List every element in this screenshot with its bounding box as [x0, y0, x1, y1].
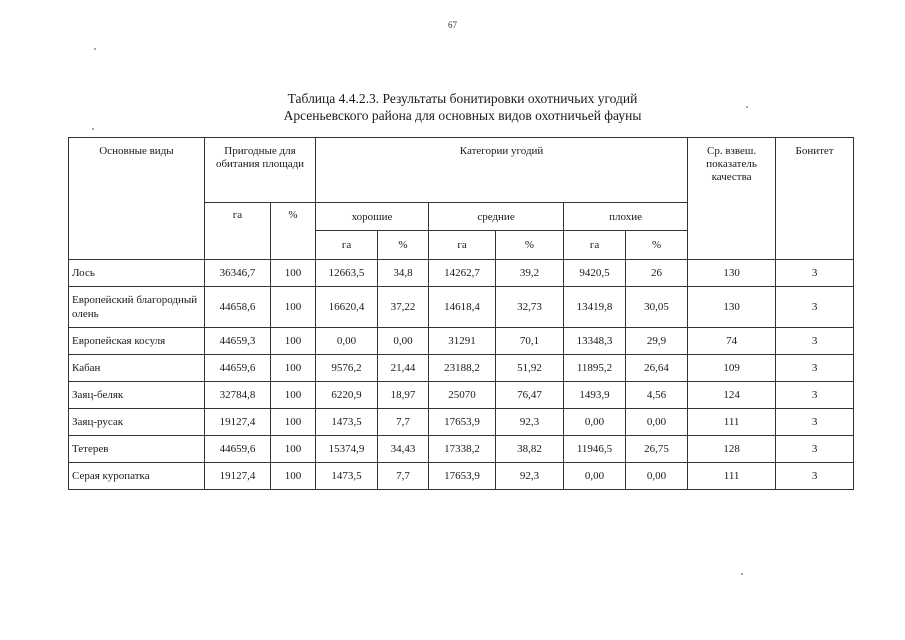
header-good-ha: га: [316, 231, 378, 260]
good-ha: 12663,5: [316, 260, 378, 287]
bad-ha: 13419,8: [564, 287, 626, 328]
species-name: Заяц-беляк: [69, 382, 205, 409]
medium-ha: 17338,2: [429, 436, 496, 463]
bonitet-value: 3: [776, 355, 854, 382]
bad-ha: 11946,5: [564, 436, 626, 463]
header-medium-ha: га: [429, 231, 496, 260]
species-name: Тетерев: [69, 436, 205, 463]
species-name: Европейская косуля: [69, 328, 205, 355]
bonitet-value: 3: [776, 436, 854, 463]
scan-speck: [94, 48, 96, 50]
bad-pct: 30,05: [626, 287, 688, 328]
header-bad: плохие: [564, 203, 688, 231]
good-pct: 7,7: [378, 409, 429, 436]
species-name: Заяц-русак: [69, 409, 205, 436]
species-name: Европейский благородный олень: [69, 287, 205, 328]
bad-ha: 0,00: [564, 409, 626, 436]
medium-pct: 92,3: [496, 409, 564, 436]
suitable-ha: 44659,6: [205, 355, 271, 382]
good-ha: 9576,2: [316, 355, 378, 382]
table-row: [69, 409, 854, 436]
good-pct: 7,7: [378, 463, 429, 490]
header-suitable: Пригодные для обитания площади: [205, 138, 316, 203]
bad-pct: 29,9: [626, 328, 688, 355]
table-row: [69, 436, 854, 463]
medium-pct: 32,73: [496, 287, 564, 328]
suitable-pct: 100: [271, 463, 316, 490]
table-row: [69, 260, 854, 287]
header-medium-pct: %: [496, 231, 564, 260]
bad-ha: 1493,9: [564, 382, 626, 409]
good-ha: 15374,9: [316, 436, 378, 463]
good-pct: 21,44: [378, 355, 429, 382]
medium-pct: 70,1: [496, 328, 564, 355]
header-avg-quality: Ср. взвеш. показатель качества: [688, 138, 776, 260]
bonitet-value: 3: [776, 409, 854, 436]
good-ha: 1473,5: [316, 409, 378, 436]
caption-line-1: Таблица 4.4.2.3. Результаты бонитировки охотничьих угодий: [287, 91, 638, 106]
suitable-ha: 44659,3: [205, 328, 271, 355]
medium-ha: 14618,4: [429, 287, 496, 328]
bad-ha: 11895,2: [564, 355, 626, 382]
good-pct: 34,43: [378, 436, 429, 463]
avg-quality: 130: [688, 287, 776, 328]
bonitet-value: 3: [776, 382, 854, 409]
header-suitable-ha: га: [205, 203, 271, 260]
avg-quality: 74: [688, 328, 776, 355]
good-ha: 1473,5: [316, 463, 378, 490]
header-suitable-pct: %: [271, 203, 316, 260]
suitable-pct: 100: [271, 328, 316, 355]
avg-quality: 111: [688, 409, 776, 436]
species-name: Лось: [69, 260, 205, 287]
bonitet-value: 3: [776, 328, 854, 355]
suitable-pct: 100: [271, 260, 316, 287]
bad-pct: 26,75: [626, 436, 688, 463]
suitable-pct: 100: [271, 287, 316, 328]
bad-pct: 26: [626, 260, 688, 287]
header-good: хорошие: [316, 203, 429, 231]
header-bad-ha: га: [564, 231, 626, 260]
medium-ha: 17653,9: [429, 409, 496, 436]
bad-pct: 4,56: [626, 382, 688, 409]
medium-pct: 51,92: [496, 355, 564, 382]
table-row: [69, 355, 854, 382]
suitable-ha: 19127,4: [205, 463, 271, 490]
medium-ha: 14262,7: [429, 260, 496, 287]
suitable-ha: 44658,6: [205, 287, 271, 328]
avg-quality: 124: [688, 382, 776, 409]
suitable-pct: 100: [271, 436, 316, 463]
avg-quality: 130: [688, 260, 776, 287]
header-medium: средние: [429, 203, 564, 231]
good-ha: 16620,4: [316, 287, 378, 328]
bonitet-table: [68, 137, 854, 490]
avg-quality: 128: [688, 436, 776, 463]
good-pct: 34,8: [378, 260, 429, 287]
bad-pct: 0,00: [626, 409, 688, 436]
suitable-pct: 100: [271, 382, 316, 409]
bad-pct: 26,64: [626, 355, 688, 382]
good-ha: 6220,9: [316, 382, 378, 409]
header-bad-pct: %: [626, 231, 688, 260]
bonitet-value: 3: [776, 260, 854, 287]
medium-ha: 31291: [429, 328, 496, 355]
table-row: [69, 463, 854, 490]
suitable-pct: 100: [271, 355, 316, 382]
caption-line-2: Арсеньевского района для основных видов охотничьей фауны: [283, 108, 642, 123]
medium-pct: 76,47: [496, 382, 564, 409]
suitable-pct: 100: [271, 409, 316, 436]
bonitet-value: 3: [776, 463, 854, 490]
header-species: Основные виды: [69, 138, 205, 260]
medium-pct: 38,82: [496, 436, 564, 463]
bad-ha: 9420,5: [564, 260, 626, 287]
bonitet-value: 3: [776, 287, 854, 328]
scan-speck: [746, 106, 748, 108]
good-pct: 37,22: [378, 287, 429, 328]
suitable-ha: 36346,7: [205, 260, 271, 287]
header-good-pct: %: [378, 231, 429, 260]
header-categories: Категории угодий: [316, 138, 688, 203]
table-body: [69, 260, 854, 490]
suitable-ha: 19127,4: [205, 409, 271, 436]
scan-speck: [92, 128, 94, 130]
table-row: [69, 382, 854, 409]
table-header: [69, 138, 854, 260]
species-name: Серая куропатка: [69, 463, 205, 490]
suitable-ha: 32784,8: [205, 382, 271, 409]
avg-quality: 111: [688, 463, 776, 490]
table-row: [69, 287, 854, 328]
bad-ha: 0,00: [564, 463, 626, 490]
medium-pct: 39,2: [496, 260, 564, 287]
scan-speck: [741, 573, 743, 575]
medium-ha: 25070: [429, 382, 496, 409]
page-number: 67: [448, 20, 457, 30]
good-ha: 0,00: [316, 328, 378, 355]
table-caption: [0, 90, 905, 124]
table-row: [69, 328, 854, 355]
suitable-ha: 44659,6: [205, 436, 271, 463]
bad-ha: 13348,3: [564, 328, 626, 355]
good-pct: 18,97: [378, 382, 429, 409]
avg-quality: 109: [688, 355, 776, 382]
medium-ha: 23188,2: [429, 355, 496, 382]
header-bonitet: Бонитет: [776, 138, 854, 260]
medium-pct: 92,3: [496, 463, 564, 490]
medium-ha: 17653,9: [429, 463, 496, 490]
bad-pct: 0,00: [626, 463, 688, 490]
species-name: Кабан: [69, 355, 205, 382]
good-pct: 0,00: [378, 328, 429, 355]
